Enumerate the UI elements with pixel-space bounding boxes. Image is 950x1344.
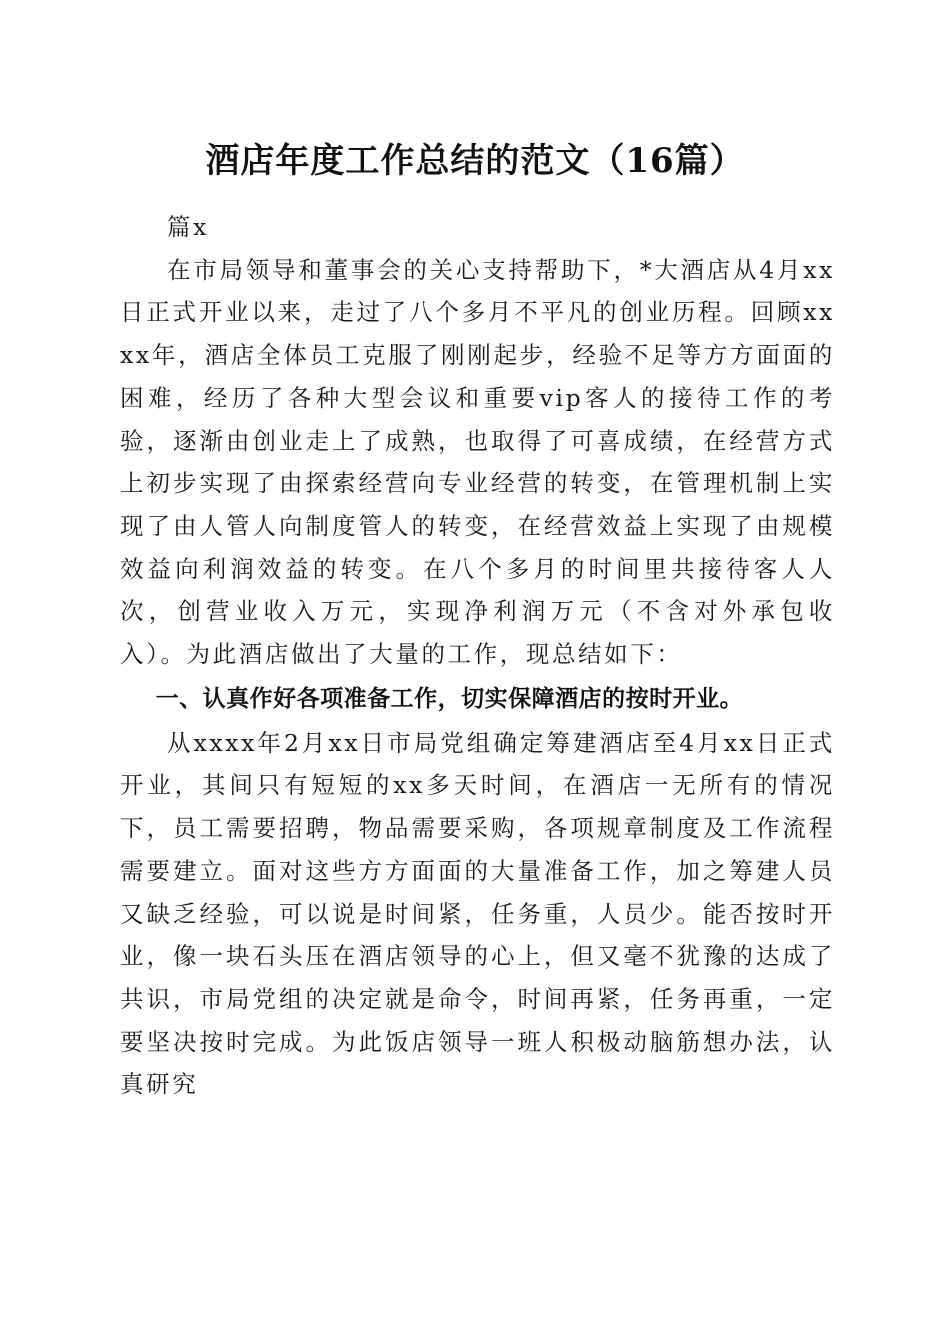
document-title: 酒店年度工作总结的范文（16篇） xyxy=(205,141,745,181)
section-1-heading: 一、认真作好各项准备工作，切实保障酒店的按时开业。 xyxy=(155,685,744,712)
section-1-paragraph: 从xxxx年2月xx日市局党组确定筹建酒店至4月xx日正式开业，其间只有短短的xx多天时间，在酒店一无所有的情况下，员工需要招聘，物品需要采购，各项规章制度及工作流程需要建立。面对这些方方面面的大量准备工作，加之筹建人员又缺乏经验，可以说是时间紧，任务重，人员少。能否按时开业，像一块石头压在酒店领导的心上，但又毫不犹豫的达成了共识，市局党组的决定就是命令，时间再紧，任务再重，一定要坚决按时完成。为此饭店领导一班人积极动脑筋想办法，认真研究 xyxy=(120,728,835,1099)
chapter-label: 篇x xyxy=(167,213,209,241)
intro-paragraph: 在市局领导和董事会的关心支持帮助下，*大酒店从4月xx日正式开业以来，走过了八个多月不平凡的创业历程。回顾xxxx年，酒店全体员工克服了刚刚起步，经验不足等方方面面的困难，经历了各种大型会议和重要vip客人的接待工作的考验，逐渐由创业走上了成熟，也取得了可喜成绩，在经营方式上初步实现了由探索经营向专业经营的转变，在管理机制上实现了由人管人向制度管人的转变，在经营效益上实现了由规模效益向利润效益的转变。在八个多月的时间里共接待客人人次，创营业收入万元，实现净利润万元（不含对外承包收入）。为此酒店做出了大量的工作，现总结如下： xyxy=(120,255,835,669)
document-body xyxy=(120,206,835,1106)
